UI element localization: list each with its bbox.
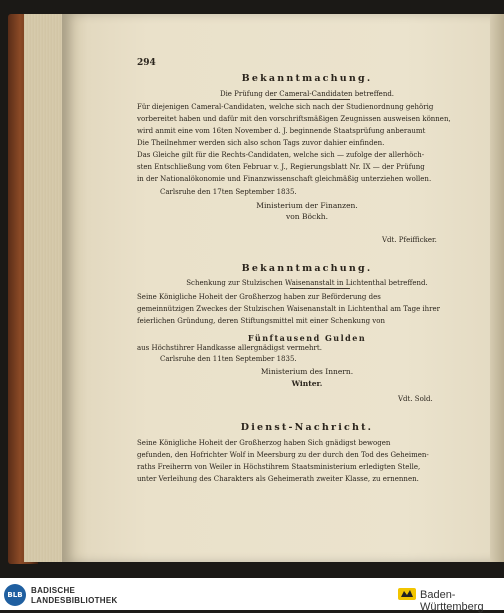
notice1-heading: Bekanntmachung. — [241, 73, 373, 84]
body-line: unter Verleihung des Charakters als Geheimerath zweiter Klasse, zu ernennen. — [137, 475, 419, 483]
body-line: Seine Königliche Hoheit der Großherzog haben zur Beförderung des — [137, 293, 381, 301]
region-name: Baden-Württemberg — [420, 589, 484, 613]
body-line: vorbereitet haben und dafür mit den vorschriftsmäßigen Zeugnissen ausweisen können, — [137, 115, 451, 123]
library-name-line1: BADISCHE — [31, 586, 76, 595]
notice1-signer: von Böckh. — [286, 212, 328, 221]
body-line: gefunden, den Hofrichter Wolf in Meersburg zu der durch den Tod des Geheimen- — [137, 451, 429, 459]
notice2-subtitle: Schenkung zur Stulzischen Waisenanstalt in Lichtenthal betreffend. — [186, 279, 428, 287]
page-right-edge — [490, 14, 504, 562]
notice1-attest: Vdt. Pfeifficker. — [382, 236, 437, 244]
notice2-amount: Fünftausend Gulden — [247, 333, 367, 343]
body-line: sten Entschließung vom 6ten Februar v. J., Regierungsblatt Nr. IX — der Prüfung — [137, 163, 425, 171]
body-line: Für diejenigen Cameral-Candidaten, welche sich nach der Studienordnung gehörig — [137, 103, 434, 111]
body-line: feierlichen Gründung, deren Stiftungsmittel mit einer Schenkung von — [137, 317, 385, 325]
notice1-subtitle: Die Prüfung der Cameral-Candidaten betreffend. — [219, 90, 395, 98]
body-line: Das Gleiche gilt für die Rechts-Candidaten, welche sich — zufolge der allerhöch- — [137, 151, 425, 159]
notice2-place-date: Carlsruhe den 11ten September 1835. — [160, 355, 297, 363]
notice2-signer: Winter. — [291, 379, 323, 388]
subtitle-rule — [290, 288, 350, 289]
notice2-ministry: Ministerium des Innern. — [260, 367, 354, 376]
body-line: Seine Königliche Hoheit der Großherzog haben Sich gnädigst bewogen — [137, 439, 391, 447]
subtitle-rule — [270, 99, 350, 100]
body-line: raths Freiherrn von Weiler in Höchstihrem Staatsministerium erledigten Stelle, — [137, 463, 421, 471]
notice1-ministry: Ministerium der Finanzen. — [256, 201, 358, 210]
blb-logo-icon[interactable]: BLB — [4, 584, 26, 606]
library-name-line2: LANDESBIBLIOTHEK — [31, 596, 118, 605]
notice2-after-amount: aus Höchstihrer Handkasse allergnädigst vermehrt. — [137, 344, 322, 352]
notice1-place-date: Carlsruhe den 17ten September 1835. — [160, 188, 297, 196]
body-line: gemeinnützigen Zweckes der Stulzischen Waisenanstalt in Lichtenthal am Tage ihrer — [137, 305, 441, 313]
page-number: 294 — [137, 58, 156, 68]
notice3-heading: Dienst-Nachricht. — [240, 422, 374, 433]
baden-wuerttemberg-logo-icon[interactable] — [398, 586, 416, 602]
body-line: in der Nationalökonomie und Finanzwissenschaft gleichmäßig unterziehen wollen. — [137, 175, 432, 183]
notice2-attest: Vdt. Sold. — [398, 395, 433, 403]
body-line: wird anmit eine vom 16ten November d. J. beginnende Staatsprüfung anberaumt — [137, 127, 426, 135]
body-line: Die Theilnehmer werden sich also schon Tags zuvor dahier einfinden. — [137, 139, 385, 147]
notice2-heading: Bekanntmachung. — [241, 263, 373, 274]
